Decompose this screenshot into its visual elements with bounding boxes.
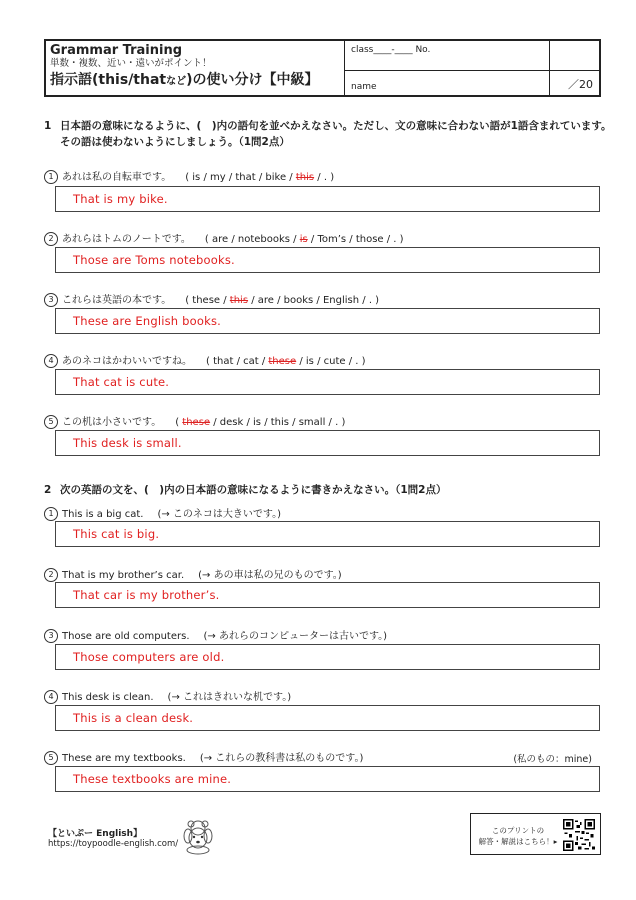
header-title: Grammar Training [50, 43, 183, 58]
answer-box[interactable]: These textbooks are mine. [55, 766, 600, 792]
answer-box[interactable]: This is a clean desk. [55, 705, 600, 731]
answer-box[interactable]: That cat is cute. [55, 369, 600, 395]
s2-question-2: 2 That is my brother’s car. (→ あの車は私の兄のものです。) [44, 566, 342, 582]
class-cell [345, 41, 550, 95]
section1-instruction: 1 日本語の意味になるように、( )内の語句を並べかえなさい。ただし、文の意味に合わない語が1語含まれています。 その語は使わないようにしましょう。（1問2点） [44, 120, 612, 148]
qr-code-icon[interactable] [563, 819, 595, 851]
site-url[interactable]: https://toypoodle-english.com/ [48, 839, 179, 849]
mine-hint: (私のもの：mine) [513, 754, 592, 765]
header-main-title: 指示語(this/thatなど)の使い分け【中級】 [50, 72, 319, 88]
header-subtitle: 単数・複数、近い・遠いがポイント！ [50, 58, 212, 69]
s2-question-4: 4 This desk is clean. (→ これはきれいな机です。) [44, 688, 291, 704]
s2-question-1: 1 This is a big cat. (→ このネコは大きいです。) [44, 505, 281, 521]
s1-question-5: 5 この机は小さいです。 ( these / desk / is / this / small / . ) [44, 413, 345, 429]
answer-box[interactable]: That car is my brother’s. [55, 582, 600, 608]
answer-box[interactable]: That is my bike. [55, 186, 600, 212]
brand-name: 【といぷー English】 [48, 829, 143, 839]
s2-question-3: 3 Those are old computers. (→ あれらのコンピューターは古いです。) [44, 627, 387, 643]
s1-question-3: 3 これらは英語の本です。 ( these / this / are / books / English / . ) [44, 291, 379, 307]
answer-box[interactable]: This cat is big. [55, 521, 600, 547]
title-cell [46, 41, 345, 95]
answer-box[interactable]: Those computers are old. [55, 644, 600, 670]
s1-question-2: 2 あれらはトムのノートです。 ( are / notebooks / is / Tom’s / those / . ) [44, 230, 404, 246]
answer-box[interactable]: This desk is small. [55, 430, 600, 456]
name-label: name [351, 82, 377, 92]
answer-box[interactable]: These are English books. [55, 308, 600, 334]
s2-question-5: 5 These are my textbooks. (→ これらの教科書は私のものです。) [44, 749, 363, 765]
class-label: class____-____ No. [351, 45, 431, 55]
answer-box[interactable]: Those are Toms notebooks. [55, 247, 600, 273]
s1-question-4: 4 あのネコはかわいいですね。 ( that / cat / these / is / cute / . ) [44, 352, 366, 368]
score-cell [550, 41, 599, 95]
score-label: ／20 [568, 78, 593, 91]
section2-instruction: 2 次の英語の文を、( )内の日本語の意味になるように書きかえなさい。（1問2点） [44, 484, 447, 496]
s1-question-1: 1 あれは私の自転車です。 ( is / my / that / bike / this / . ) [44, 168, 334, 184]
worksheet-header [44, 39, 601, 97]
answer-link-text: このプリントの 解答・解説はこちら！▸ [478, 826, 558, 846]
answer-link-box[interactable] [470, 813, 601, 855]
toy-poodle-icon [178, 816, 218, 856]
